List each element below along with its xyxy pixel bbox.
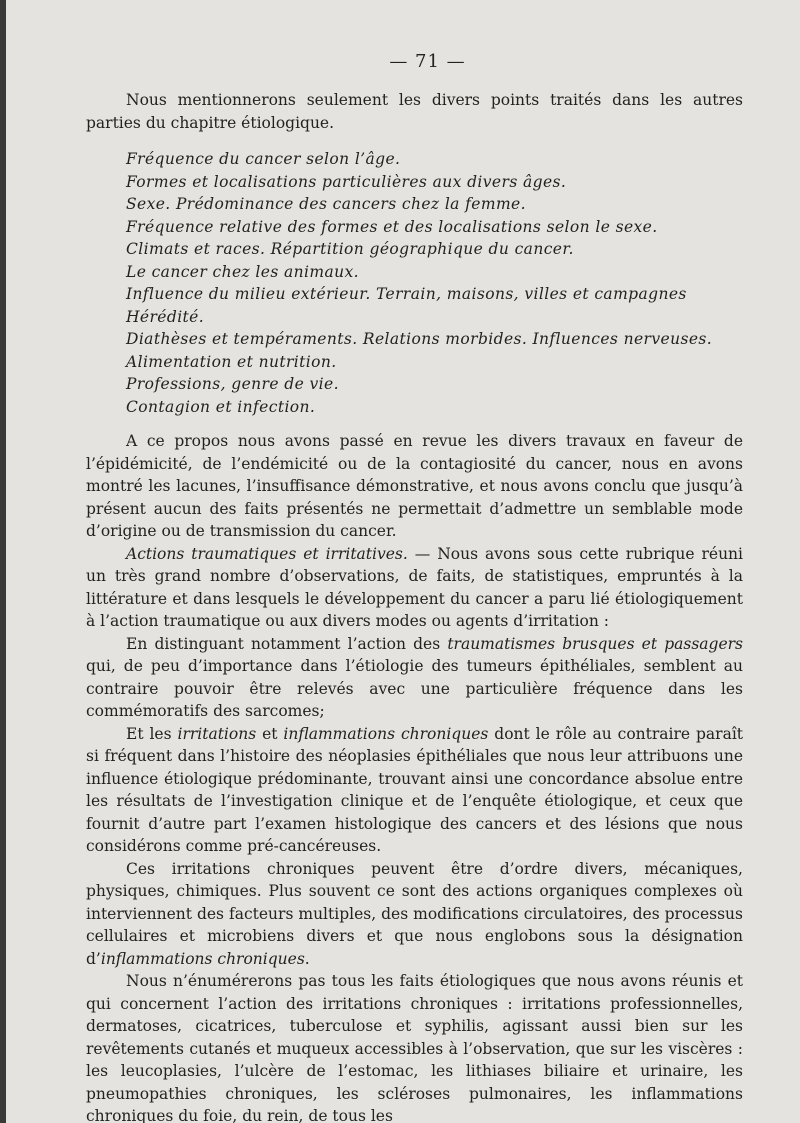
paragraph-actions [86,543,743,633]
paragraph-enumeration: Nous n’énumérerons pas tous les faits étiologiques que nous avons réunis et qui concernent l’action des irritations chroniques : irritations professionnelles, dermatoses, cicatrices, tuberculose et syphilis, agissant aussi bien sur les revêtements cutanés et muqueux accessibles à l’observation, que sur les viscères : les leucoplasies, l’ulcère de l’estomac, les lithiases biliaire et urinaire, les pneumopathies chroniques, les scléroses pulmonaires, les inflammations chroniques du foie, du rein, de tous les [86,972,743,1123]
topic-item: Hérédité. [126,307,205,326]
topics-list [126,148,743,418]
paragraph-traumatismes [86,633,743,723]
scanned-page [6,0,800,1123]
actions-title: Actions traumatiques et irritatives. [126,544,408,563]
chroniques-term: inflammations chroniques [100,949,305,968]
topic-item: Formes et localisations particulières aux divers âges. [126,172,567,191]
chroniques-text-end: . [304,949,310,968]
topic-item: Alimentation et nutrition. [126,352,337,371]
page-content [86,50,743,1123]
chroniques-text-start: Ces irritations chroniques peuvent être d’ordre divers, mécaniques, physiques, chimiques. Plus souvent ce sont des actions organiques complexes où interviennent des facteurs multiples, des modifications circulatoires, des processus cellulaires et microbiens divers et que nous englobons sous la désignation d’ [86,859,743,968]
irritations-text-start: Et les [126,724,178,743]
irritations-text-end: dont le rôle au contraire paraît si fréquent dans l’histoire des néoplasies épithéliales que nous leur attribuons une influence étiologique prédominante, trouvant ainsi une concordance absolue entre les résultats de l’investigation clinique et de l’enquête étiologique, et ceux que fournit d’autre part l’examen histologique des cancers et des lésions que nous considérons comme pré-cancéreuses. [86,724,744,855]
traumatismes-text-end: qui, de peu d’importance dans l’étiologie des tumeurs épithéliales, semblent au contraire pouvoir être relevés avec une particulière fréquence dans les commémoratifs des sarcomes; [86,657,743,720]
intro-paragraph: Nous mentionnerons seulement les divers points traités dans les autres parties du chapitre étiologique. [86,91,743,132]
paragraph-irritations [86,723,743,858]
topic-item: Climats et races. Répartition géographique du cancer. [126,240,574,258]
topic-item: Contagion et infection. [126,397,316,416]
traumatismes-text-start: En distinguant notamment l’action des [126,634,448,653]
topic-item: Sexe. Prédominance des cancers chez la femme. [126,195,526,213]
irritations-term: irritations [177,724,257,743]
topic-item: Influence du milieu extérieur. Terrain, maisons, villes et campagnes [126,285,687,303]
page-number: — 71 — [389,51,466,72]
topic-item: Le cancer chez les animaux. [126,262,359,281]
traumatismes-term: traumatismes brusques et passagers [447,634,743,653]
paragraph-chroniques [86,858,743,971]
inflammations-term: inflammations chroniques [283,724,489,743]
topic-item: Fréquence relative des formes et des localisations selon le sexe. [126,217,658,236]
topic-item: Diathèses et tempéraments. Relations morbides. Influences nerveuses. [126,330,713,348]
irritations-text-middle: et [256,724,284,743]
topic-item: Fréquence du cancer selon l’âge. [126,150,401,168]
topic-item: Professions, genre de vie. [126,375,339,393]
paragraph-contagion: A ce propos nous avons passé en revue les divers travaux en faveur de l’épidémicité, de l’endémicité ou de la contagiosité du cancer, nous en avons montré les lacunes, l’insuffisance démonstrative, et nous avons conclu que jusqu’à présent aucun des faits présentés ne permettait d’admettre un semblable mode d’origine ou de transmission du cancer. [86,432,743,540]
actions-text: — Nous avons sous cette rubrique réuni un très grand nombre d’observations, de faits, de statistiques, empruntés à la littérature et dans lesquels le développement du cancer a paru lié étiologiquement à l’action traumatique ou aux divers modes ou agents d’irritation : [86,544,743,630]
